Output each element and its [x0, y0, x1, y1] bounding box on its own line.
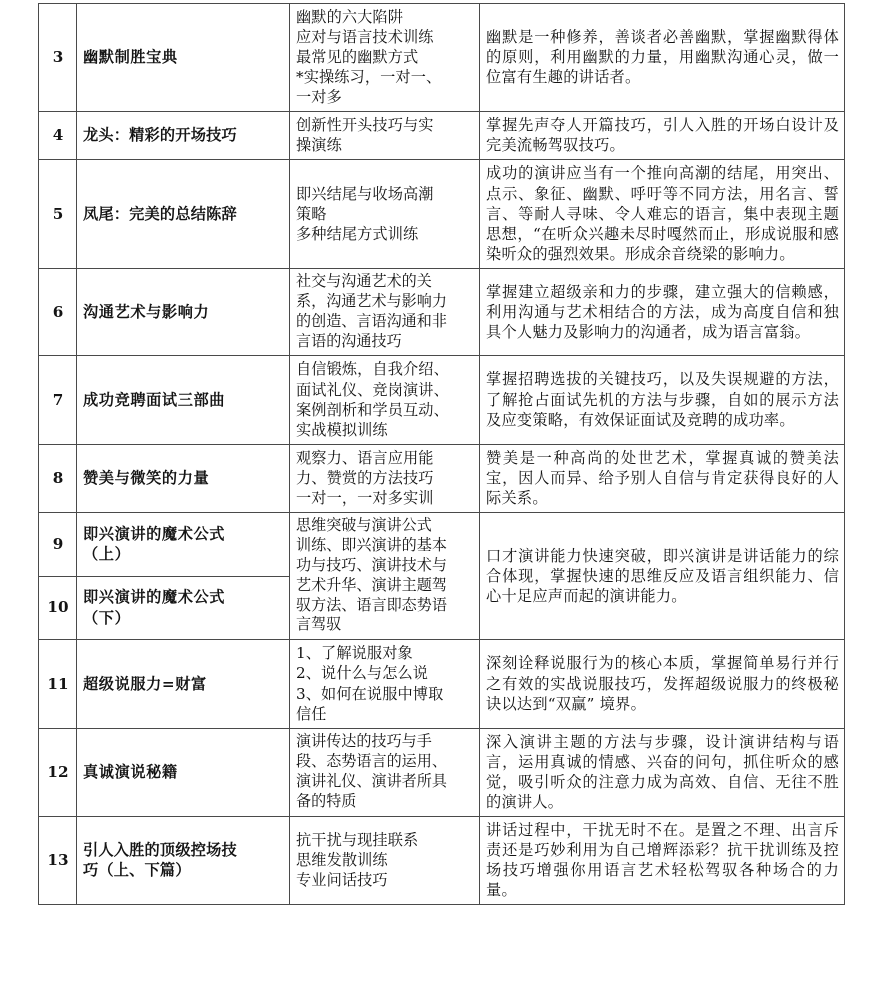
table-row — [39, 112, 845, 160]
outline-line: 自信锻炼，自我介绍、 — [296, 360, 449, 379]
course-outline — [290, 160, 480, 268]
course-title: 龙头：精彩的开场技巧 — [77, 112, 290, 160]
row-index: 6 — [39, 268, 77, 356]
course-title-line: 即兴演讲的魔术公式 — [83, 588, 226, 607]
course-description-merged: 口才演讲能力快速突破，即兴演讲是讲话能力的综合体现，掌握快速的思维反应及语言组织能力、信心十足应声而起的演讲能力。 — [480, 512, 845, 640]
outline-line: 信任 — [296, 704, 327, 723]
row-index: 10 — [39, 576, 77, 640]
table-row — [39, 728, 845, 816]
table-body — [39, 4, 845, 905]
course-title-line: （下） — [83, 608, 131, 627]
course-description: 掌握建立超级亲和力的步骤，建立强大的信赖感，利用沟通与艺术相结合的方法，成为高度自信和独具个人魅力及影响力的沟通者，成为语言富翁。 — [480, 268, 845, 356]
outline-line: 驭方法、语言即态势语 — [296, 595, 447, 614]
outline-line: 艺术升华、演讲主题驾 — [296, 575, 447, 594]
table-row — [39, 816, 845, 904]
outline-line: 备的特质 — [296, 791, 357, 810]
course-title: 幽默制胜宝典 — [77, 4, 290, 112]
outline-line: 策略 — [296, 204, 327, 223]
row-index: 11 — [39, 640, 77, 728]
course-outline — [290, 268, 480, 356]
outline-line: 多种结尾方式训练 — [296, 224, 419, 243]
outline-line: 最常见的幽默方式 — [296, 48, 419, 67]
table-row — [39, 640, 845, 728]
outline-line: 3、如何在说服中博取 — [296, 684, 444, 703]
row-index: 9 — [39, 512, 77, 576]
course-outline-merged — [290, 512, 480, 640]
course-title-line: （上） — [83, 544, 131, 563]
course-outline — [290, 112, 480, 160]
outline-line: 面试礼仪、竞岗演讲、 — [296, 380, 449, 399]
outline-line: 应对与语言技术训练 — [296, 28, 434, 47]
course-outline — [290, 356, 480, 444]
course-title: 真诚演说秘籍 — [77, 728, 290, 816]
course-description: 幽默是一种修养，善谈者必善幽默，掌握幽默得体的原则，利用幽默的力量，用幽默沟通心灵，做一位富有生趣的讲话者。 — [480, 4, 845, 112]
outline-line: 段、态势语言的运用、 — [296, 751, 447, 770]
outline-line: 即兴结尾与收场高潮 — [296, 184, 434, 203]
outline-line: 幽默的六大陷阱 — [296, 8, 404, 26]
course-outline — [290, 444, 480, 512]
row-index: 13 — [39, 816, 77, 904]
outline-line: 操演练 — [296, 136, 342, 155]
outline-line: 功与技巧、演讲技术与 — [296, 555, 447, 574]
outline-line: 力、赞赏的方法技巧 — [296, 468, 434, 487]
course-title: 凤尾：完美的总结陈辞 — [77, 160, 290, 268]
course-description: 成功的演讲应当有一个推向高潮的结尾，用突出、点示、象征、幽默、呼吁等不同方法，用名言、誓言、等耐人寻味、令人难忘的语言，集中表现主题思想，“在听众兴趣未尽时嘎然而止，形成说服和感染听众的强烈效果。形成余音绕梁的影响力。 — [480, 160, 845, 268]
course-title: 赞美与微笑的力量 — [77, 444, 290, 512]
course-description: 深刻诠释说服行为的核心本质，掌握简单易行并行之有效的实战说服技巧，发挥超级说服力的终极秘诀以达到“双赢” 境界。 — [480, 640, 845, 728]
outline-line: 案例剖析和学员互动、 — [296, 400, 449, 419]
table-row — [39, 268, 845, 356]
outline-line: 创新性开头技巧与实 — [296, 116, 434, 135]
outline-line: 言驾驭 — [296, 615, 342, 634]
outline-line: 一对多 — [296, 88, 342, 107]
outline-line: 观察力、语言应用能 — [296, 448, 434, 467]
course-outline — [290, 4, 480, 112]
table-row — [39, 160, 845, 268]
course-description: 深入演讲主题的方法与步骤，设计演讲结构与语言，运用真诚的情感、兴奋的问句，抓住听众的感觉，吸引听众的注意力成为高效、自信、无往不胜的演讲人。 — [480, 728, 845, 816]
course-title: 沟通艺术与影响力 — [77, 268, 290, 356]
course-title — [77, 576, 290, 640]
outline-line: *实操练习，一对一、 — [296, 68, 442, 87]
course-outline — [290, 816, 480, 904]
course-description: 赞美是一种高尚的处世艺术，掌握真诚的赞美法宝，因人而异、给予别人自信与肯定获得良好的人际关系。 — [480, 444, 845, 512]
course-title-line: 即兴演讲的魔术公式 — [83, 524, 226, 543]
outline-line: 专业问话技巧 — [296, 871, 388, 890]
row-index: 12 — [39, 728, 77, 816]
course-title: 超级说服力=财富 — [77, 640, 290, 728]
row-index: 4 — [39, 112, 77, 160]
outline-line: 言语的沟通技巧 — [296, 331, 402, 350]
course-description: 讲话过程中，干扰无时不在。是置之不理、出言斥责还是巧妙利用为自己增辉添彩？抗干扰训练及控场技巧增强你用语言艺术轻松驾驭各种场合的力量。 — [480, 816, 845, 904]
outline-line: 一对一，一对多实训 — [296, 488, 434, 507]
table-row — [39, 4, 845, 112]
course-title — [77, 816, 290, 904]
outline-line: 实战模拟训练 — [296, 420, 388, 439]
course-description: 掌握先声夺人开篇技巧，引人入胜的开场白设计及完美流畅驾驭技巧。 — [480, 112, 845, 160]
course-outline — [290, 728, 480, 816]
row-index: 8 — [39, 444, 77, 512]
course-curriculum-table — [38, 3, 845, 905]
course-description: 掌握招聘选拔的关键技巧，以及失误规避的方法，了解抢占面试先机的方法与步骤，自如的展示方法及应变策略，有效保证面试及竞聘的成功率。 — [480, 356, 845, 444]
course-title-line: 巧（上、下篇） — [83, 861, 191, 880]
outline-line: 1、了解说服对象 — [296, 644, 413, 663]
outline-line: 社交与沟通艺术的关 — [296, 271, 432, 290]
outline-line: 的创造、言语沟通和非 — [296, 311, 447, 330]
course-title: 成功竞聘面试三部曲 — [77, 356, 290, 444]
outline-line: 抗干扰与现挂联系 — [296, 830, 419, 849]
row-index: 3 — [39, 4, 77, 112]
row-index: 5 — [39, 160, 77, 268]
outline-line: 思维发散训练 — [296, 851, 388, 869]
outline-line: 系，沟通艺术与影响力 — [296, 291, 447, 310]
row-index: 7 — [39, 356, 77, 444]
table-row — [39, 356, 845, 444]
outline-line: 思维突破与演讲公式 — [296, 515, 432, 534]
table-row — [39, 444, 845, 512]
outline-line: 演讲礼仪、演讲者所具 — [296, 771, 447, 790]
table-row — [39, 512, 845, 576]
course-outline — [290, 640, 480, 728]
course-title — [77, 512, 290, 576]
outline-line: 2、说什么与怎么说 — [296, 664, 429, 683]
outline-line: 演讲传达的技巧与手 — [296, 731, 432, 750]
course-title-line: 引人入胜的顶级控场技 — [83, 840, 237, 859]
outline-line: 训练、即兴演讲的基本 — [296, 535, 447, 554]
